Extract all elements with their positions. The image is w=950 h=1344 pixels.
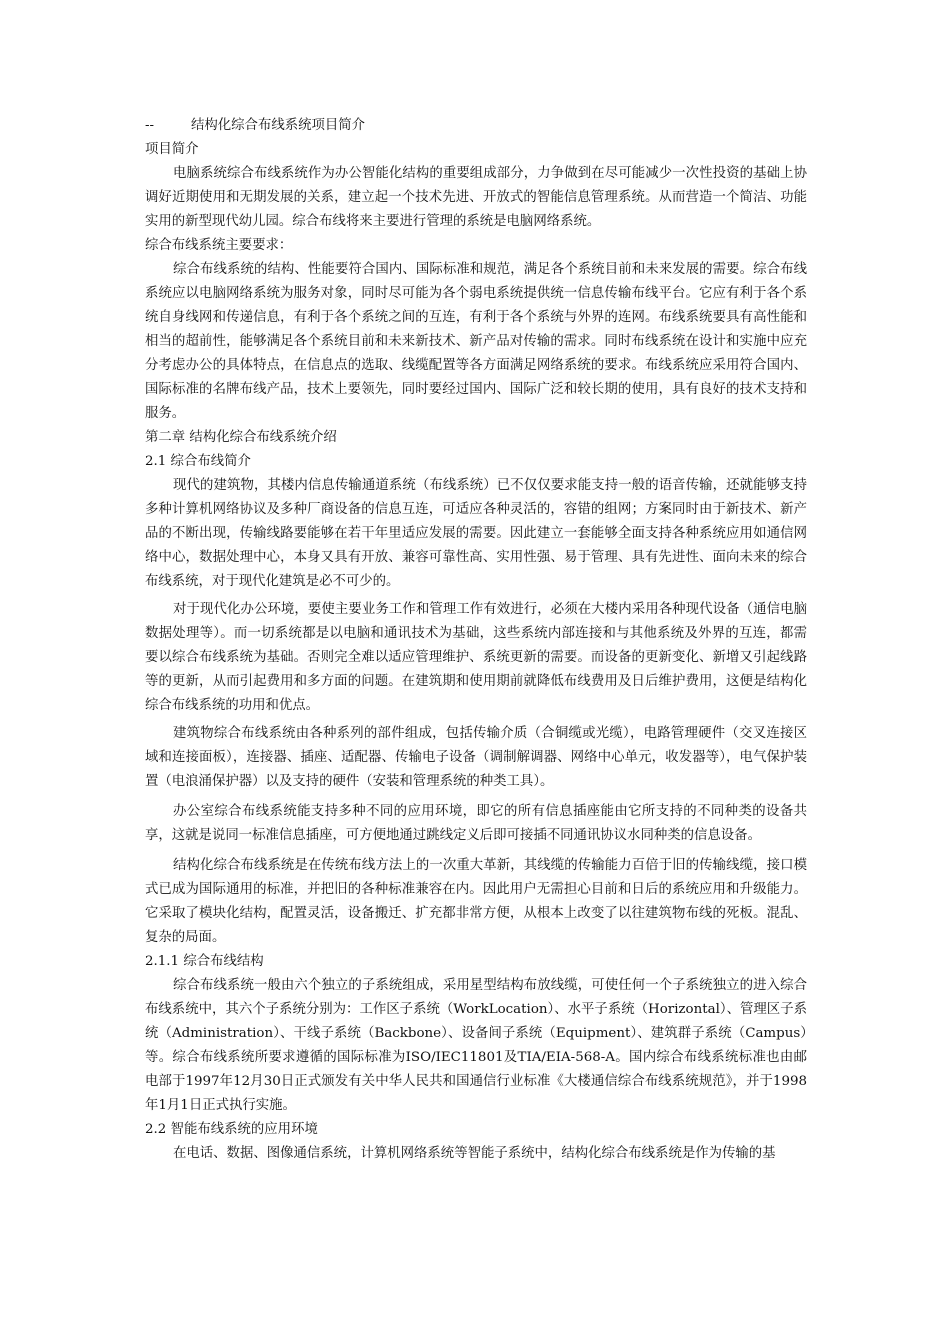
section-heading-project-intro: 项目简介 bbox=[145, 142, 199, 157]
paragraph-2-1-a: 现代的建筑物，其楼内信息传输通道系统（布线系统）已不仅仅要求能支持一般的语音传输，还就能够支持多种计算机网络协议及多种厂商设备的信息互连，可适应各种灵活的，容错的组网；方案同时由于新技术、新产品的不断出现，传输线路要能够在若干年里适应发展的需要。因此建立一套能够全面支持各种系统应用如通信网络中心，数据处理中心，本身又具有开放、兼容可靠性高、实用性强、易于管理、具有先进性、面向未来的综合布线系统，对于现代化建筑是必不可少的。 bbox=[145, 478, 807, 589]
document-page bbox=[145, 114, 807, 1166]
paragraph-project-intro: 电脑系统综合布线系统作为办公智能化结构的重要组成部分，力争做到在尽可能减少一次性投资的基础上协调好近期使用和无期发展的关系，建立起一个技术先进、开放式的智能信息管理系统。从而营造一个简洁、功能实用的新型现代幼儿园。综合布线将来主要进行管理的系统是电脑网络系统。 bbox=[145, 166, 807, 229]
document-title-line bbox=[145, 114, 807, 138]
paragraph-2-1-1: 综合布线系统一般由六个独立的子系统组成，采用星型结构布放线缆，可使任何一个子系统独立的进入综合布线系统中，其六个子系统分别为：工作区子系统（WorkLocation）、水平子系统（Horizontal）、管理区子系统（Administration）、干线子系统（Backbone）、设备间子系统（Equipment）、建筑群子系统（Campus）等。综合布线系统所要求遵循的国际标准为ISO/IEC11801及TIA/EIA-568-A。国内综合布线系统标准也由邮电部于1997年12月30日正式颁发有关中华人民共和国通信行业标准《大楼通信综合布线系统规范》，并于1998年1月1日正式执行实施。 bbox=[145, 978, 807, 1113]
paragraph-requirements: 综合布线系统的结构、性能要符合国内、国际标准和规范，满足各个系统目前和未来发展的需要。综合布线系统应以电脑网络系统为服务对象，同时尽可能为各个弱电系统提供统一信息传输布线平台。它应有利于各个系统自身线网和传递信息，有利于各个系统之间的互连，有利于各个系统与外界的连网。布线系统要具有高性能和相当的超前性，能够满足各个系统目前和未来新技术、新产品对传输的需求。同时布线系统在设计和实施中应充分考虑办公的具体特点，在信息点的选取、线缆配置等各方面满足网络系统的要求。布线系统应采用符合国内、国际标准的名牌布线产品，技术上要领先，同时要经过国内、国际广泛和较长期的使用，具有良好的技术支持和服务。 bbox=[145, 262, 807, 421]
paragraph-2-1-e: 结构化综合布线系统是在传统布线方法上的一次重大革新，其线缆的传输能力百倍于旧的传输线缆，接口模式已成为国际通用的标准，并把旧的各种标准兼容在内。因此用户无需担心目前和日后的系统应用和升级能力。它采取了模块化结构，配置灵活，设备搬迁、扩充都非常方便，从根本上改变了以往建筑物布线的死板。混乱、复杂的局面。 bbox=[145, 858, 807, 945]
title-dash: -- bbox=[145, 118, 155, 133]
section-heading-2-1: 2.1 综合布线简介 bbox=[145, 454, 251, 469]
paragraph-2-2: 在电话、数据、图像通信系统，计算机网络系统等智能子系统中，结构化综合布线系统是作为传输的基 bbox=[173, 1146, 776, 1161]
section-heading-requirements: 综合布线系统主要要求： bbox=[145, 238, 293, 253]
paragraph-2-1-c: 建筑物综合布线系统由各种系列的部件组成，包括传输介质（合铜缆或光缆），电路管理硬件（交叉连接区域和连接面板），连接器、插座、适配器、传输电子设备（调制解调器、网络中心单元，收发器等），电气保护装置（电浪涌保护器）以及支持的硬件（安装和管理系统的种类工具）。 bbox=[145, 726, 807, 789]
chapter-heading-2: 第二章 结构化综合布线系统介绍 bbox=[145, 430, 337, 445]
section-heading-2-2: 2.2 智能布线系统的应用环境 bbox=[145, 1122, 318, 1137]
paragraph-2-1-b: 对于现代化办公环境，要使主要业务工作和管理工作有效进行，必须在大楼内采用各种现代设备（通信电脑数据处理等）。而一切系统都是以电脑和通讯技术为基础，这些系统内部连接和与其他系统及外界的互连，都需要以综合布线系统为基础。否则完全难以适应管理维护、系统更新的需要。而设备的更新变化、新增又引起线路等的更新，从而引起费用和多方面的问题。在建筑期和使用期前就降低布线费用及日后维护费用，这便是结构化综合布线系统的功用和优点。 bbox=[145, 602, 807, 713]
paragraph-2-1-d: 办公室综合布线系统能支持多种不同的应用环境，即它的所有信息插座能由它所支持的不同种类的设备共享，这就是说同一标准信息插座，可方便地通过跳线定义后即可接插不同通讯协议水同种类的信息设备。 bbox=[145, 804, 807, 843]
section-heading-2-1-1: 2.1.1 综合布线结构 bbox=[145, 954, 264, 969]
document-title: 结构化综合布线系统项目简介 bbox=[191, 118, 366, 133]
